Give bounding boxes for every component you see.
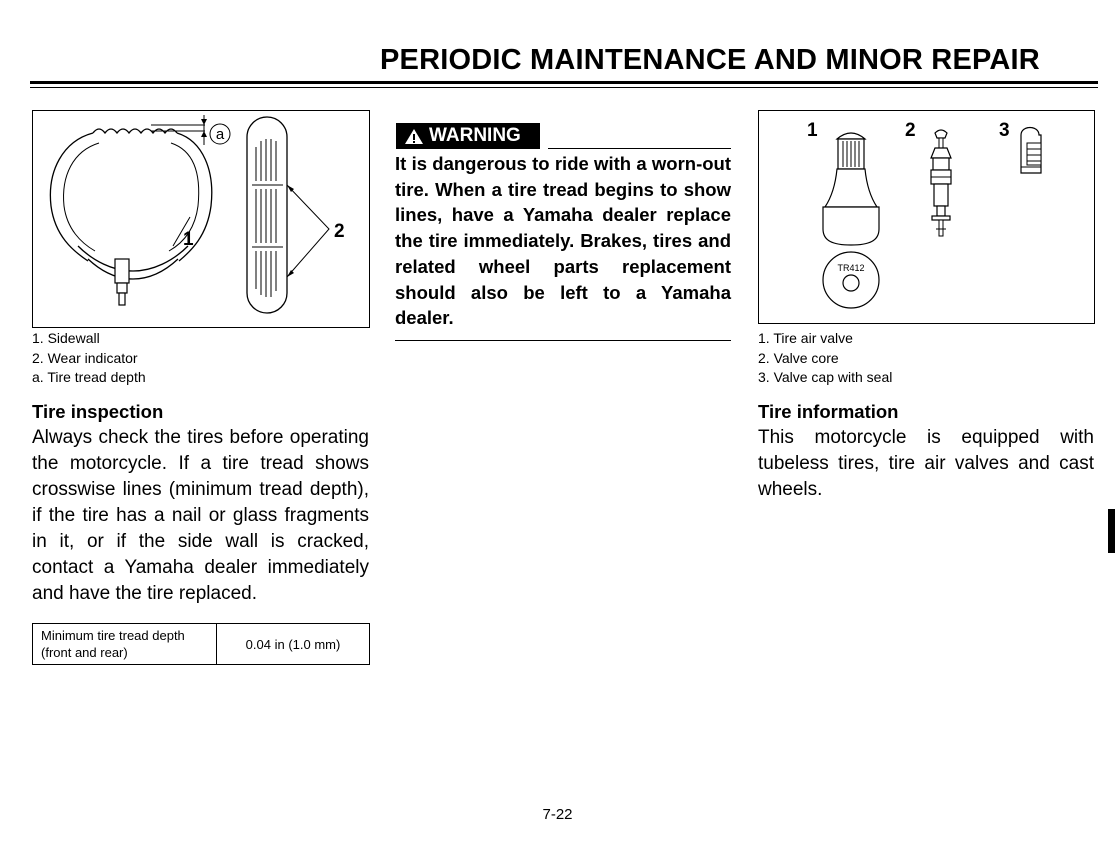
valve-tip [119,293,125,305]
caption-valve-cap: 3. Valve cap with seal [758,369,893,385]
page-title: PERIODIC MAINTENANCE AND MINOR REPAIR [380,44,1040,76]
wear-indicator-leader [287,185,329,277]
wear-indicator-arrow-lower [287,270,294,277]
warning-label: WARNING [429,125,521,146]
header-rule-thick [30,81,1098,84]
caption-tread-depth: a. Tire tread depth [32,369,146,385]
valve-cap-drawing [1021,128,1041,174]
tread-depth-table [32,623,370,665]
callout-1: 1 [183,229,194,250]
valve-nut [117,283,127,293]
tire-illustration [33,111,369,327]
valve-illustration [759,111,1094,323]
heading-tire-inspection: Tire inspection [32,401,164,422]
warning-badge [396,123,540,149]
caption-wear-indicator: 2. Wear indicator [32,349,138,366]
table-cell-value: 0.04 in (1.0 mm) [217,624,370,665]
tread-strip [247,117,287,313]
warning-top-rule [548,148,731,149]
tread-depth-arrow-up [201,131,207,137]
valve-callout-2: 2 [905,120,916,141]
caption-tire-air-valve: 1. Tire air valve [758,330,853,346]
valve-stamp: TR412 [837,263,865,273]
warning-text: It is dangerous to ride with a worn-out tire. When a tire tread begins to show lines, have a Yamaha dealer replace the tire immediately. Brakes, tires and related wheel parts replacement should also be left to a Yamaha dealer. [395,153,731,329]
caption-valve-core: 2. Valve core [758,349,839,366]
chapter-thumb-tab [1108,509,1115,553]
tire-figure [32,110,370,328]
tire-inner-left [64,143,99,251]
callout-a: a [215,126,225,143]
tire-outer-left [50,133,93,261]
valve-callout-3: 3 [999,120,1010,141]
tire-information-text: This motorcycle is equipped with tubeless tires, tire air valves and cast wheels. [758,427,1094,500]
valve-core-drawing [931,130,951,236]
rim-lower-curve [88,259,178,279]
heading-tire-information: Tire information [758,401,899,422]
callout-2: 2 [334,221,345,242]
table-row [33,624,370,665]
warning-triangle-icon [404,128,424,145]
page-number: 7-22 [542,806,573,823]
tread-depth-arrow-down [201,119,207,125]
valve-figure [758,110,1095,324]
valve-callout-1: 1 [807,120,818,141]
valve-body [115,259,129,283]
tire-air-valve-drawing [823,133,879,308]
header-rule-thin [30,87,1098,88]
caption-sidewall: 1. Sidewall [32,330,100,346]
table-cell-label: Minimum tire tread depth (front and rear) [33,624,217,665]
tire-inspection-text: Always check the tires before operating the motorcycle. If a tire tread shows crosswise lines (minimum tread depth), if the tire has a nail or glass fragments in it, or if the side wall is cracked, contact a Yamaha dealer immediately and have the tire replaced. [32,427,369,604]
warning-bottom-rule [395,340,731,341]
